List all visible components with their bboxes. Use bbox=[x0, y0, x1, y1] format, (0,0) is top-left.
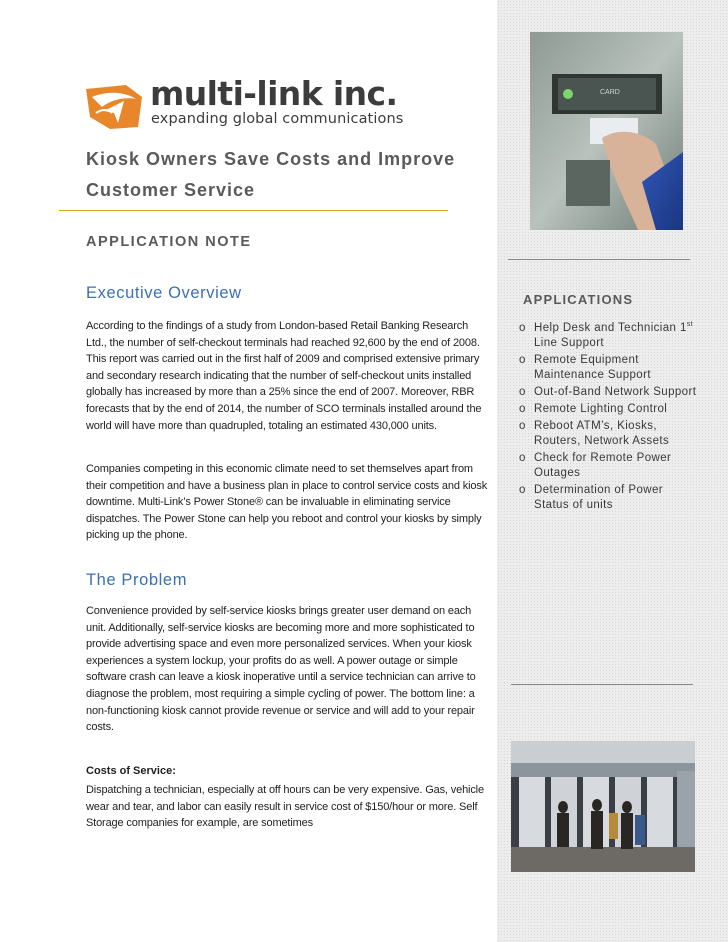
brand-tagline: expanding global communications bbox=[151, 111, 404, 127]
document-label: APPLICATION NOTE bbox=[86, 234, 252, 250]
application-item-label: Out-of-Band Network Support bbox=[534, 386, 697, 399]
document-title: Kiosk Owners Save Costs and Improve Customer Service bbox=[86, 149, 456, 200]
bullet-icon: o bbox=[519, 452, 526, 465]
application-item-label: Check for Remote Power Outages bbox=[534, 452, 672, 480]
application-item bbox=[519, 419, 699, 449]
application-item-label: Help Desk and Technician 1 bbox=[534, 322, 687, 334]
application-item-label: Reboot ATM’s, Kiosks, Routers, Network Assets bbox=[534, 419, 670, 448]
application-item bbox=[519, 483, 699, 513]
bullet-icon: o bbox=[519, 386, 526, 399]
application-item-label: Remote Lighting Control bbox=[534, 403, 668, 416]
title-divider bbox=[59, 210, 448, 211]
problem-heading: The Problem bbox=[86, 571, 188, 589]
company-logo bbox=[84, 74, 414, 131]
application-item bbox=[519, 385, 699, 400]
application-item bbox=[519, 402, 699, 417]
logo-mark-icon bbox=[84, 83, 146, 131]
bullet-icon: o bbox=[519, 322, 526, 334]
application-item-label-tail: Line Support bbox=[534, 337, 605, 350]
bullet-icon: o bbox=[519, 354, 526, 367]
brand-name: multi-link inc. bbox=[150, 74, 398, 113]
sidebar-divider-bottom bbox=[511, 684, 693, 685]
atm-card-photo bbox=[530, 32, 683, 230]
atm-card-slot-label: CARD bbox=[600, 89, 620, 96]
atm-kiosks-photo bbox=[511, 741, 695, 872]
application-item bbox=[519, 451, 699, 481]
application-item-superscript: st bbox=[686, 321, 693, 329]
executive-paragraph-1: According to the findings of a study from London-based Retail Banking Research Ltd., the number of self-checkout terminals had reached 92,600 by the end of 2008. This report was carried out in the first half of 2009 and comprised extensive primary and secondary research indicating that the number of self-checkout units installed globally has increased by more than a 25% since the end of 2007. Moreover, RBR forecasts that by the end of 2014, the number of SCO terminals installed around the world will have more than quadrupled, totaling an estimated 430,000 units. bbox=[86, 320, 482, 432]
problem-paragraph: Convenience provided by self-service kiosks brings greater user demand on each unit. Additionally, self-service kiosks are becoming more and more sophisticated to provide advertising space and even more personalized services. When your kiosk experiences a system lockup, your profits do as well. A power outage or simple software crash can leave a kiosk inoperative until a service technician can arrive to diagnose the problem, most requiring a simple cycling of power. The bottom line: a non-functioning kiosk cannot provide revenue or service and will add to your repair costs. bbox=[86, 605, 476, 734]
bullet-icon: o bbox=[519, 403, 526, 416]
application-item-label: Remote Equipment Maintenance Support bbox=[534, 354, 651, 382]
costs-paragraph: Dispatching a technician, especially at off hours can be very expensive. Gas, vehicle wear and tear, and labor can easily result in service cost of $150/hour or more. Self Storage companies for example, are sometimes bbox=[86, 784, 484, 830]
applications-heading: APPLICATIONS bbox=[523, 292, 634, 307]
application-item bbox=[519, 353, 699, 383]
bullet-icon: o bbox=[519, 484, 526, 497]
sidebar-divider-top bbox=[508, 259, 690, 260]
costs-of-service-heading: Costs of Service: bbox=[86, 765, 176, 777]
executive-paragraph-2: Companies competing in this economic climate need to set themselves apart from their competition and have a business plan in place to control service costs and kiosk downtime. Multi-Link’s Power Stone® can be invaluable in eliminating service dispatches. The Power Stone can help you reboot and control your kiosks by simply picking up the phone. bbox=[86, 463, 488, 542]
application-item-label: Determination of Power Status of units bbox=[534, 484, 663, 512]
application-item bbox=[519, 321, 699, 351]
executive-overview-heading: Executive Overview bbox=[86, 284, 242, 302]
applications-list bbox=[519, 321, 699, 515]
bullet-icon: o bbox=[519, 419, 526, 432]
